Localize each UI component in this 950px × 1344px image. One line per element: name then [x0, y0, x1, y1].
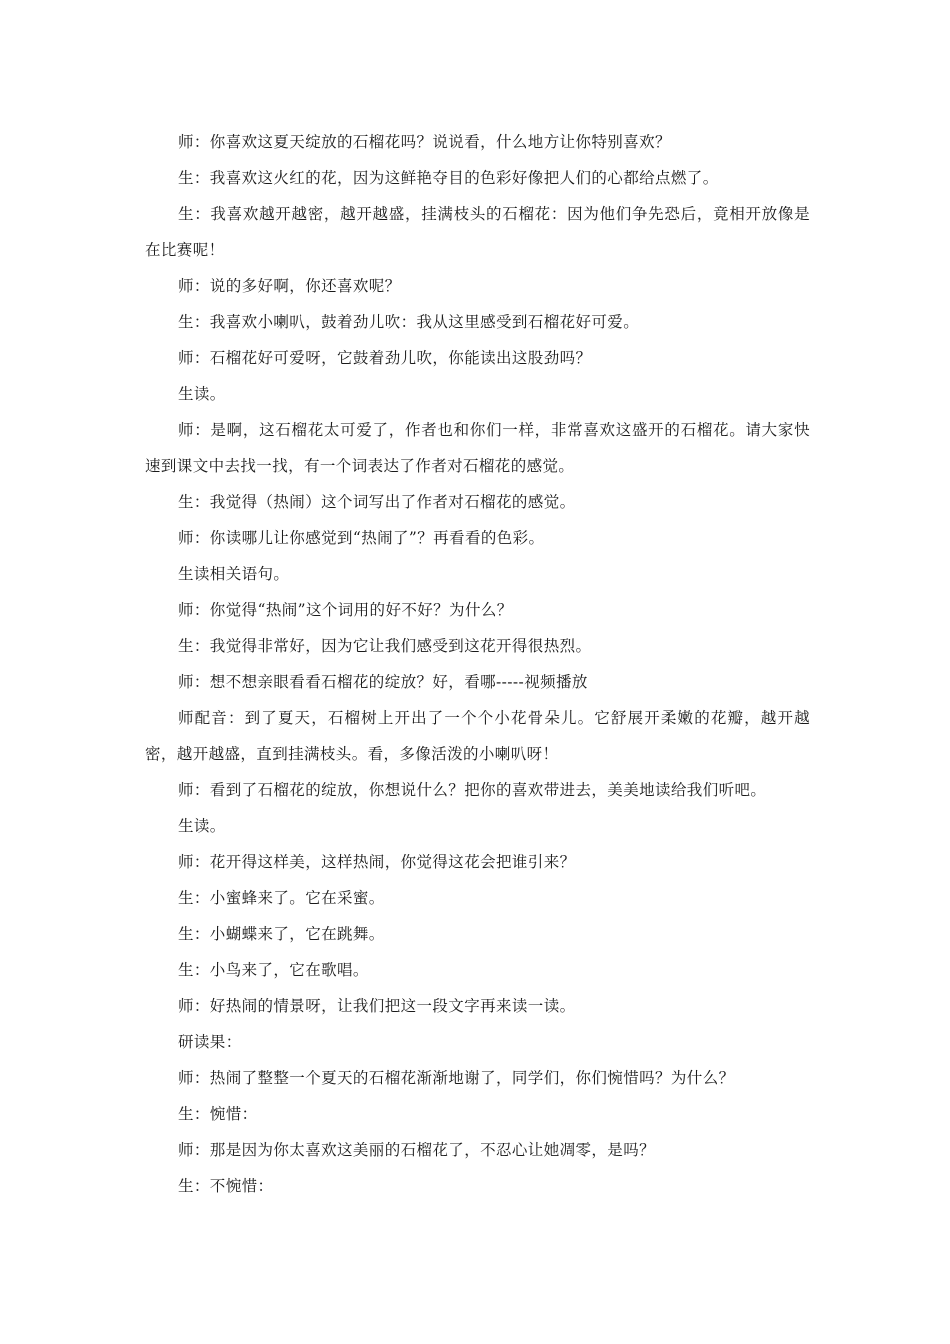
paragraph: 生：不惋惜： [178, 1177, 274, 1195]
paragraph: 师：热闹了整整一个夏天的石榴花渐渐地谢了，同学们，你们惋惜吗？为什么？ [178, 1069, 735, 1087]
paragraph: 生：惋惜： [178, 1105, 258, 1123]
paragraph: 生读相关语句。 [178, 565, 290, 583]
paragraph: 师：好热闹的情景呀，让我们把这一段文字再来读一读。 [178, 997, 576, 1015]
paragraph: 师：花开得这样美，这样热闹，你觉得这花会把谁引来？ [178, 853, 576, 871]
paragraph: 生读。 [178, 817, 226, 835]
paragraph: 师：是啊，这石榴花太可爱了，作者也和你们一样，非常喜欢这盛开的石榴花。请大家快速到课文中去找一找，有一个词表达了作者对石榴花的感觉。 [145, 421, 810, 475]
paragraph: 生：我觉得非常好，因为它让我们感受到这花开得很热烈。 [178, 637, 592, 655]
paragraph: 生读。 [178, 385, 226, 403]
paragraph: 生：我喜欢小喇叭，鼓着劲儿吹：我从这里感受到石榴花好可爱。 [178, 313, 640, 331]
paragraph: 生：我觉得（热闹）这个词写出了作者对石榴花的感觉。 [178, 493, 576, 511]
paragraph: 生：小鸟来了，它在歌唱。 [178, 961, 369, 979]
section-heading: 研读果： [178, 1033, 242, 1051]
paragraph: 生：小蜜蜂来了。它在采蜜。 [178, 889, 385, 907]
paragraph: 生：我喜欢这火红的花，因为这鲜艳夺目的色彩好像把人们的心都给点燃了。 [178, 169, 719, 187]
paragraph: 师配音：到了夏天，石榴树上开出了一个个小花骨朵儿。它舒展开柔嫩的花瓣，越开越密，越开越盛，直到挂满枝头。看，多像活泼的小喇叭呀！ [145, 709, 810, 763]
paragraph: 师：你读哪儿让你感觉到“热闹了”？再看看的色彩。 [178, 529, 545, 547]
paragraph: 师：石榴花好可爱呀，它鼓着劲儿吹，你能读出这股劲吗？ [178, 349, 592, 367]
paragraph: 师：想不想亲眼看看石榴花的绽放？好，看哪-----视频播放 [178, 673, 588, 691]
paragraph: 师：你喜欢这夏天绽放的石榴花吗？说说看，什么地方让你特别喜欢？ [178, 133, 671, 151]
paragraph: 师：那是因为你太喜欢这美丽的石榴花了，不忍心让她凋零，是吗？ [178, 1141, 656, 1159]
paragraph: 师：说的多好啊，你还喜欢呢？ [178, 277, 401, 295]
paragraph: 生：小蝴蝶来了，它在跳舞。 [178, 925, 385, 943]
paragraph: 师：你觉得“热闹”这个词用的好不好？为什么？ [178, 601, 513, 619]
document-body [145, 124, 810, 1204]
paragraph: 生：我喜欢越开越密，越开越盛，挂满枝头的石榴花：因为他们争先恐后，竟相开放像是在比赛呢！ [145, 205, 810, 259]
paragraph: 师：看到了石榴花的绽放，你想说什么？把你的喜欢带进去，美美地读给我们听吧。 [178, 781, 767, 799]
